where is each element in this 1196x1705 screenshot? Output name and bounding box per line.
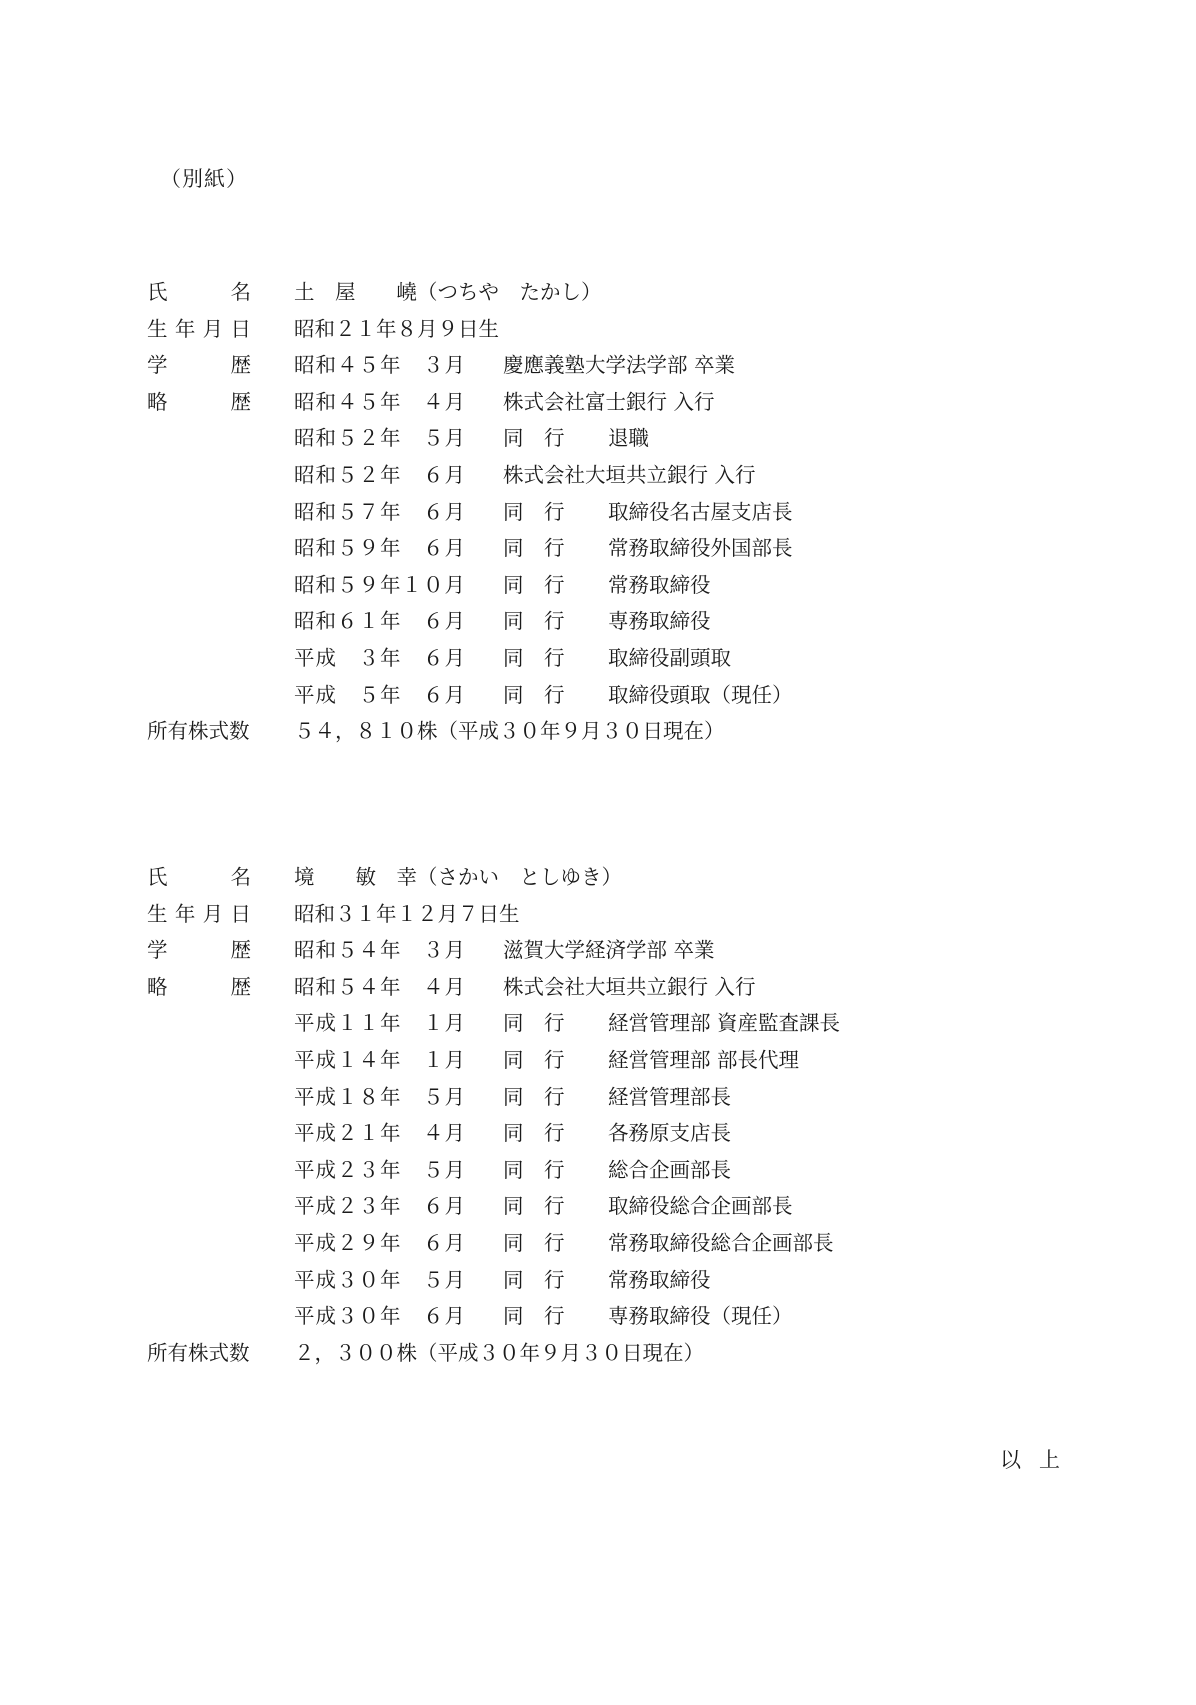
career-position: 常務取締役 [608,572,711,597]
career-position: 取締役名古屋支店長 [608,499,793,524]
career-org: 株式会社大垣共立銀行 入行 [503,462,756,487]
education-date: 昭和５４年 ３月 [294,938,466,963]
career-date: 昭和５９年 ６月 [294,536,466,561]
career-org: 同 行 [503,1084,565,1109]
career-position: 専務取締役 [608,609,711,634]
career-date: 平成３０年 ６月 [294,1304,466,1329]
name-label: 氏 名 [147,865,251,889]
career-org: 同 行 [503,499,565,524]
career-date: 昭和４５年 ４月 [294,389,466,414]
career-org: 同 行 [503,609,565,634]
career-row [147,1115,1047,1152]
career-org: 株式会社富士銀行 入行 [503,389,715,414]
career-row [147,1152,1047,1189]
career-row [147,530,1047,567]
career-row [147,1042,1047,1079]
career-org: 同 行 [503,1267,565,1292]
education-date: 昭和４５年 ３月 [294,353,466,378]
person-name: 境 敏 幸（さかい としゆき） [294,865,622,889]
birth-row [147,311,1047,348]
career-org: 同 行 [503,1230,565,1255]
career-position: 経営管理部長 [608,1084,731,1109]
career-position: 取締役副頭取 [608,645,731,670]
career-date: 昭和６１年 ６月 [294,609,466,634]
career-date: 平成１４年 １月 [294,1047,466,1072]
closing-mark: 以上 [1000,1448,1078,1472]
career-position: 専務取締役（現任） [608,1304,793,1329]
career-org: 同 行 [503,1194,565,1219]
career-org: 同 行 [503,1304,565,1329]
career-row [147,1298,1047,1335]
career-org: 同 行 [503,1047,565,1072]
education-text: 滋賀大学経済学部 卒業 [503,938,715,963]
career-row [147,420,1047,457]
education-row [147,932,1047,969]
career-position: 常務取締役総合企画部長 [608,1230,834,1255]
career-row [147,384,1047,421]
career-position: 総合企画部長 [608,1157,731,1182]
career-label: 略 歴 [147,389,251,414]
career-row [147,603,1047,640]
career-row [147,457,1047,494]
career-row [147,1262,1047,1299]
shares-value: ５４，８１０株（平成３０年９月３０日現在） [294,719,725,744]
director-profile [147,859,1047,1371]
birth-label: 生 年 月 日 [147,901,251,926]
career-position: 取締役頭取（現任） [608,682,793,707]
shares-value: ２，３００株（平成３０年９月３０日現在） [294,1340,704,1365]
career-position: 取締役総合企画部長 [608,1194,793,1219]
career-position: 経営管理部 部長代理 [608,1047,800,1072]
attachment-label: （別紙） [160,167,248,191]
director-profile [147,274,1047,750]
career-date: 昭和５２年 ５月 [294,426,466,451]
career-org: 同 行 [503,426,565,451]
career-label: 略 歴 [147,974,251,999]
career-org: 同 行 [503,645,565,670]
career-date: 平成１１年 １月 [294,1011,466,1036]
birth-row [147,896,1047,933]
career-date: 平成３０年 ５月 [294,1267,466,1292]
career-row [147,1225,1047,1262]
career-date: 平成１８年 ５月 [294,1084,466,1109]
career-row [147,567,1047,604]
birth-date: 昭和３１年１２月７日生 [294,901,520,926]
career-date: 平成２３年 ５月 [294,1157,466,1182]
career-date: 平成２９年 ６月 [294,1230,466,1255]
career-date: 昭和５７年 ６月 [294,499,466,524]
career-position: 各務原支店長 [608,1121,731,1146]
career-date: 昭和５４年 ４月 [294,974,466,999]
career-position: 常務取締役 [608,1267,711,1292]
name-row [147,274,1047,311]
career-row [147,640,1047,677]
career-org: 同 行 [503,1011,565,1036]
career-date: 平成 ３年 ６月 [294,645,466,670]
shares-label: 所有株式数 [147,1340,250,1365]
career-row [147,1005,1047,1042]
career-date: 昭和５２年 ６月 [294,462,466,487]
education-row [147,347,1047,384]
career-position: 常務取締役外国部長 [608,536,793,561]
shares-row [147,1335,1047,1372]
education-text: 慶應義塾大学法学部 卒業 [503,353,736,378]
career-org: 同 行 [503,572,565,597]
career-row [147,677,1047,714]
career-row [147,969,1047,1006]
career-org: 同 行 [503,1121,565,1146]
birth-date: 昭和２１年８月９日生 [294,316,499,341]
career-org: 同 行 [503,1157,565,1182]
career-date: 平成２３年 ６月 [294,1194,466,1219]
career-row [147,1079,1047,1116]
career-position: 退職 [608,426,649,451]
education-label: 学 歴 [147,353,251,378]
career-date: 平成２１年 ４月 [294,1121,466,1146]
education-label: 学 歴 [147,938,251,963]
career-date: 昭和５９年１０月 [294,572,466,597]
career-org: 同 行 [503,682,565,707]
career-position: 経営管理部 資産監査課長 [608,1011,841,1036]
name-label: 氏 名 [147,280,251,304]
career-date: 平成 ５年 ６月 [294,682,466,707]
career-row [147,1188,1047,1225]
birth-label: 生 年 月 日 [147,316,251,341]
shares-row [147,713,1047,750]
career-org: 同 行 [503,536,565,561]
name-row [147,859,1047,896]
career-row [147,494,1047,531]
person-name: 土 屋 嶢（つちや たかし） [294,280,602,304]
career-org: 株式会社大垣共立銀行 入行 [503,974,756,999]
shares-label: 所有株式数 [147,719,250,744]
